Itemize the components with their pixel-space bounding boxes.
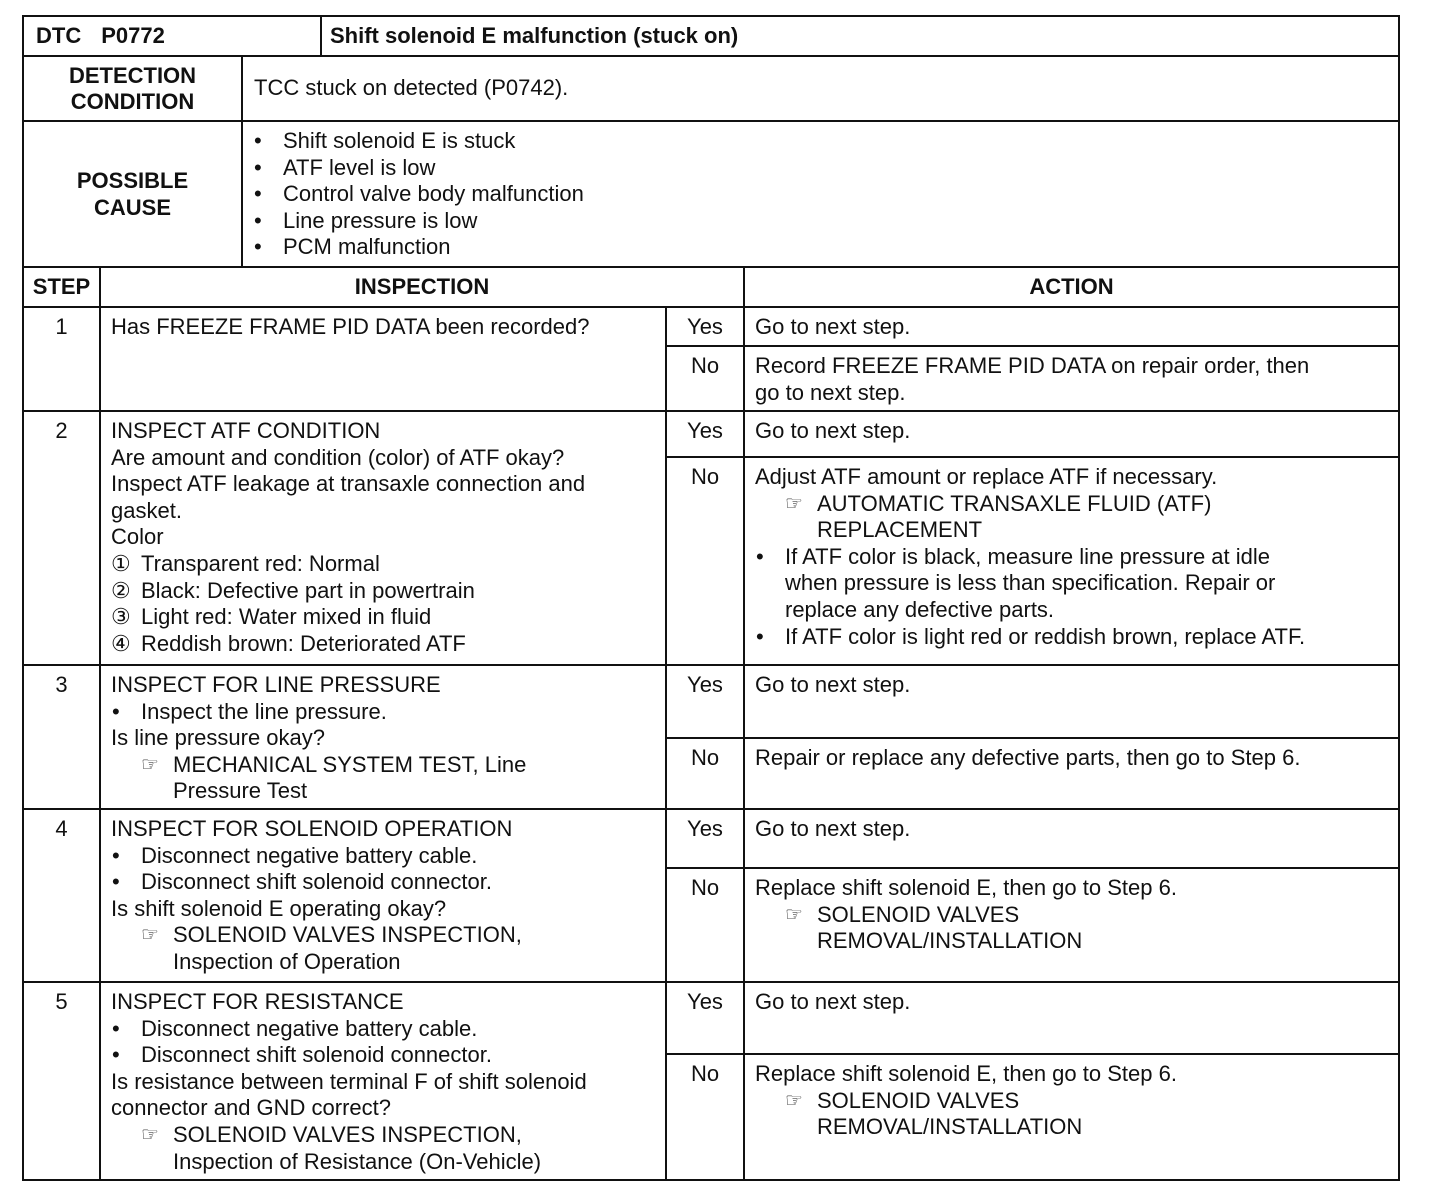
step-inspection: INSPECT FOR LINE PRESSURE • Inspect the line pressure. Is line pressure okay? ☞ MECHANICAL SYSTEM TEST, Line Pressure Test bbox=[101, 666, 667, 808]
dtc-header-row bbox=[24, 17, 1398, 57]
yes-action: Go to next step. bbox=[745, 666, 1398, 739]
no-action: Adjust ATF amount or replace ATF if necessary. ☞ AUTOMATIC TRANSAXLE FLUID (ATF) REPLACEMENT • If ATF color is black, measure line pressure at idle when pressure is less than specification. Repair or replace any defective parts. • If ATF color is light red or reddish brown, replace ATF. bbox=[745, 458, 1398, 664]
list-item: ① Transparent red: Normal bbox=[111, 550, 380, 576]
dtc-table bbox=[22, 15, 1400, 1181]
list-item: • If ATF color is black, measure line pressure at idle when pressure is less than specification. Repair or replace any defective parts. bbox=[755, 544, 1392, 624]
step-number: 4 bbox=[24, 810, 101, 981]
column-header-inspection: INSPECTION bbox=[101, 268, 745, 306]
detection-label: DETECTION CONDITION bbox=[24, 57, 243, 120]
column-header-step: STEP bbox=[24, 268, 101, 306]
reference-link[interactable]: ☞ SOLENOID VALVES INSPECTION, Inspection of Operation bbox=[141, 922, 522, 974]
pointing-hand-icon: ☞ bbox=[141, 1123, 159, 1146]
no-action: Replace shift solenoid E, then go to Step 6. ☞ SOLENOID VALVES REMOVAL/INSTALLATION bbox=[745, 869, 1398, 981]
yes-label: Yes bbox=[667, 412, 743, 458]
list-item: • Line pressure is low bbox=[253, 208, 1398, 235]
list-item: • ATF level is low bbox=[253, 155, 1398, 182]
yes-no-column bbox=[667, 308, 745, 410]
pointing-hand-icon: ☞ bbox=[141, 753, 159, 776]
yes-action: Go to next step. bbox=[745, 810, 1398, 869]
yes-no-column bbox=[667, 983, 745, 1179]
table-row bbox=[24, 412, 1398, 666]
step-inspection: Has FREEZE FRAME PID DATA been recorded? bbox=[101, 308, 667, 410]
table-row bbox=[24, 308, 1398, 412]
pointing-hand-icon: ☞ bbox=[785, 492, 803, 515]
dtc-sheet bbox=[22, 15, 1400, 1181]
pointing-hand-icon: ☞ bbox=[785, 903, 803, 926]
step-inspection: INSPECT FOR SOLENOID OPERATION • Disconnect negative battery cable. • Disconnect shift solenoid connector. Is shift solenoid E operating okay? ☞ SOLENOID VALVES INSPECTION, Inspection of Operation bbox=[101, 810, 667, 981]
yes-action: Go to next step. bbox=[745, 308, 1398, 347]
dtc-code: P0772 bbox=[101, 23, 165, 48]
list-item: • Disconnect negative battery cable. bbox=[111, 843, 659, 870]
yes-no-column bbox=[667, 412, 745, 664]
table-row bbox=[24, 666, 1398, 810]
reference-link[interactable]: ☞ AUTOMATIC TRANSAXLE FLUID (ATF) REPLACEMENT bbox=[785, 490, 1212, 543]
yes-action: Go to next step. bbox=[745, 983, 1398, 1055]
detection-row bbox=[24, 57, 1398, 122]
action-column bbox=[745, 983, 1398, 1179]
possible-cause-list bbox=[243, 122, 1398, 266]
dtc-title: Shift solenoid E malfunction (stuck on) bbox=[330, 23, 739, 48]
list-item: • Inspect the line pressure. bbox=[111, 699, 659, 726]
reference-link[interactable]: ☞ SOLENOID VALVES INSPECTION, Inspection of Resistance (On-Vehicle) bbox=[141, 1121, 542, 1174]
list-item: ② Black: Defective part in powertrain bbox=[111, 577, 475, 603]
yes-action: Go to next step. bbox=[745, 412, 1398, 458]
yes-label: Yes bbox=[667, 810, 743, 869]
yes-label: Yes bbox=[667, 308, 743, 347]
step-inspection: INSPECT FOR RESISTANCE • Disconnect negative battery cable. • Disconnect shift solenoid connector. Is resistance between terminal F of shift solenoid connector and GND correct? ☞ SOLENOID VALVES INSPECTION, Inspection of Resistance (On-Vehicle) bbox=[101, 983, 667, 1179]
list-item: • Control valve body malfunction bbox=[253, 181, 1398, 208]
no-label: No bbox=[690, 464, 720, 489]
reference-link[interactable]: ☞ SOLENOID VALVES REMOVAL/INSTALLATION bbox=[785, 901, 1083, 954]
list-item: ③ Light red: Water mixed in fluid bbox=[111, 604, 432, 630]
list-item: • Disconnect shift solenoid connector. bbox=[111, 1042, 659, 1069]
no-label: No bbox=[690, 353, 720, 378]
yes-label: Yes bbox=[667, 666, 743, 739]
action-column bbox=[745, 412, 1398, 664]
reference-link[interactable]: ☞ MECHANICAL SYSTEM TEST, Line Pressure Test bbox=[141, 751, 527, 804]
detection-text: TCC stuck on detected (P0742). bbox=[254, 75, 569, 101]
step-number: 1 bbox=[24, 308, 101, 410]
action-column bbox=[745, 308, 1398, 410]
pointing-hand-icon: ☞ bbox=[141, 924, 159, 947]
yes-no-column bbox=[667, 666, 745, 808]
step-number: 3 bbox=[24, 666, 101, 808]
dtc-code-cell bbox=[24, 17, 322, 55]
yes-label: Yes bbox=[667, 983, 743, 1055]
table-row bbox=[24, 810, 1398, 983]
no-action: Replace shift solenoid E, then go to Step 6. ☞ SOLENOID VALVES REMOVAL/INSTALLATION bbox=[745, 1055, 1398, 1179]
list-item: • Disconnect shift solenoid connector. bbox=[111, 869, 659, 896]
no-label: No bbox=[690, 1061, 720, 1086]
dtc-label: DTC bbox=[36, 23, 82, 48]
list-item: • PCM malfunction bbox=[253, 234, 1398, 261]
column-header-action: ACTION bbox=[1029, 273, 1114, 299]
reference-link[interactable]: ☞ SOLENOID VALVES REMOVAL/INSTALLATION bbox=[785, 1087, 1083, 1140]
list-item: • Shift solenoid E is stuck bbox=[253, 128, 1398, 155]
action-column bbox=[745, 666, 1398, 808]
no-label: No bbox=[690, 745, 720, 770]
yes-no-column bbox=[667, 810, 745, 981]
step-number: 5 bbox=[24, 983, 101, 1179]
list-item: • If ATF color is light red or reddish brown, replace ATF. bbox=[755, 624, 1392, 651]
table-row bbox=[24, 983, 1398, 1181]
pointing-hand-icon: ☞ bbox=[785, 1089, 803, 1112]
possible-cause-row bbox=[24, 122, 1398, 268]
column-header-row bbox=[24, 268, 1398, 308]
action-column bbox=[745, 810, 1398, 981]
step-number: 2 bbox=[24, 412, 101, 664]
step-inspection: INSPECT ATF CONDITION Are amount and condition (color) of ATF okay? Inspect ATF leakage at transaxle connection and gasket. Color ① Transparent red: Normal ② Black: Defective part in powertrain ③ Light red: Water mixed in fluid ④ Reddish brown: Deteriorated ATF bbox=[101, 412, 667, 664]
possible-cause-label: POSSIBLE CAUSE bbox=[24, 122, 243, 266]
no-label: No bbox=[690, 875, 720, 900]
list-item: ④ Reddish brown: Deteriorated ATF bbox=[111, 630, 466, 656]
no-action: Record FREEZE FRAME PID DATA on repair order, then go to next step. bbox=[755, 353, 1310, 405]
list-item: • Disconnect negative battery cable. bbox=[111, 1016, 659, 1043]
no-action: Repair or replace any defective parts, then go to Step 6. bbox=[755, 745, 1301, 770]
